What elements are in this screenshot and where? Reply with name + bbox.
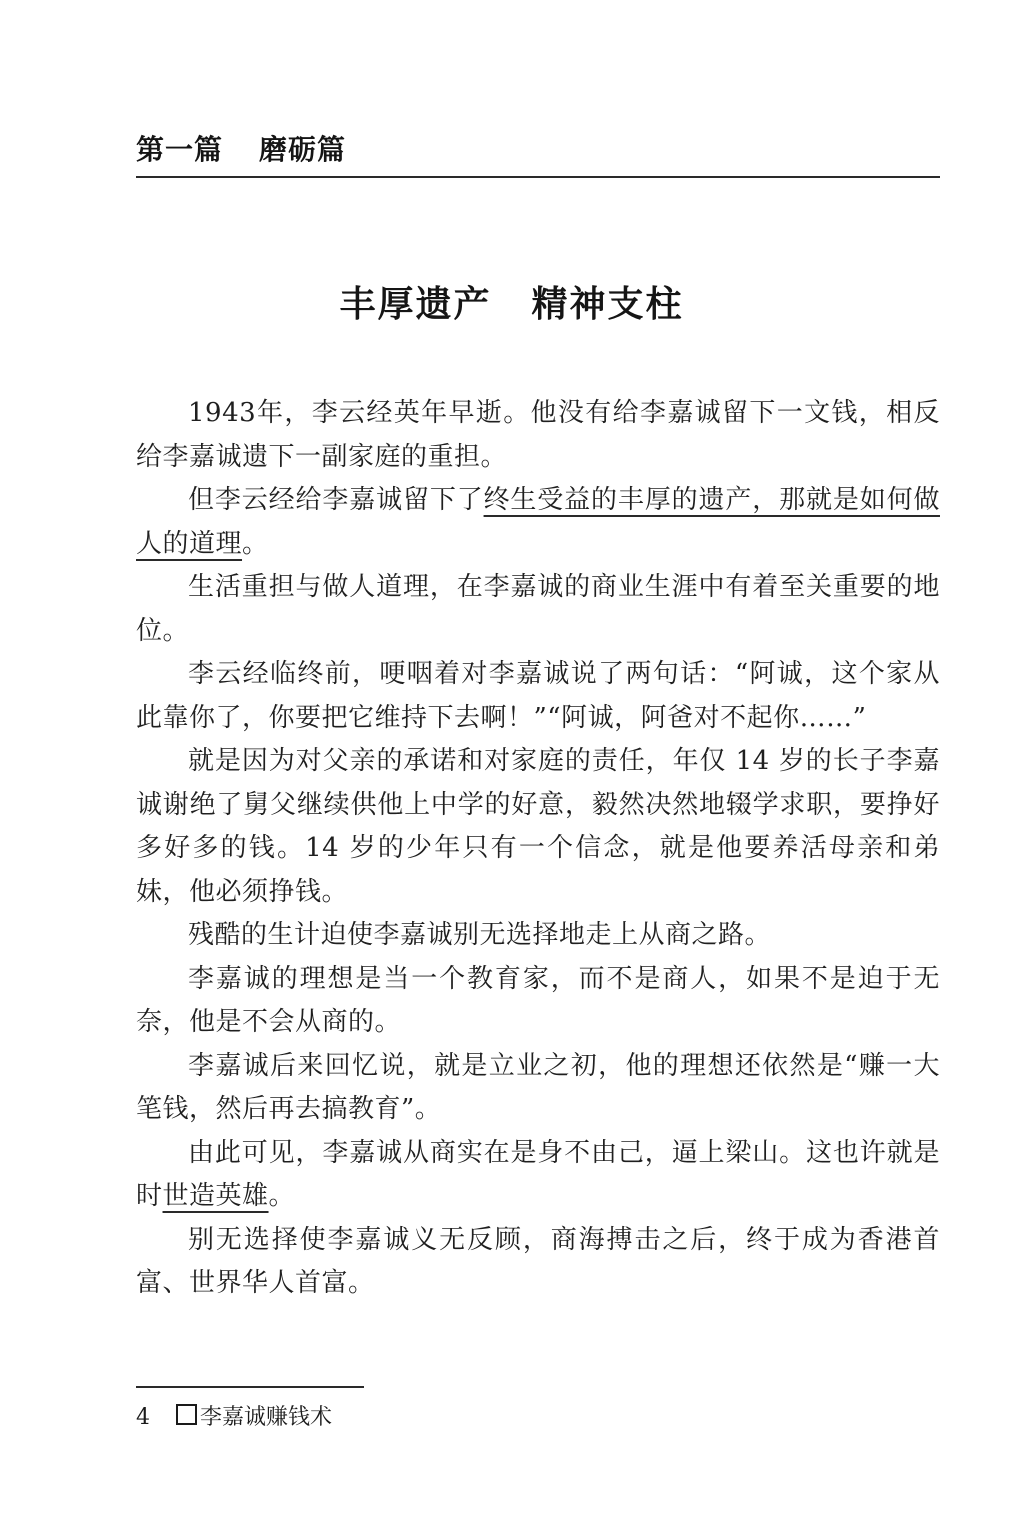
section-label: 磨砺篇 [259,133,347,166]
paragraph-10: 别无选择使李嘉诚义无反顾，商海搏击之后，终于成为香港首富、世界华人首富。 [136,1224,940,1298]
paragraph-5: 就是因为对父亲的承诺和对家庭的责任，年仅 14 岁的长子李嘉诚谢绝了舅父继续供他上中学的好意，毅然决然地辍学求职，要挣好多好多的钱。14 岁的少年只有一个信念，就是他要养活母亲和弟妹，他必须挣钱。 [136,746,940,907]
paragraph-9 [136,1132,940,1219]
paragraph-8: 李嘉诚后来回忆说，就是立业之初，他的理想还依然是“赚一大笔钱，然后再去搞教育”。 [136,1050,940,1124]
paragraph-1: 1943年，李云经英年早逝。他没有给李嘉诚留下一文钱，相反给李嘉诚遗下一副家庭的重担。 [136,398,940,472]
paragraph-7: 李嘉诚的理想是当一个教育家，而不是商人，如果不是迫于无奈，他是不会从商的。 [136,963,940,1037]
footer-rule [136,1386,364,1388]
chapter-title [0,276,1023,327]
paragraph-2-start: 但李云经给李嘉诚留下了 [188,485,484,515]
handwritten-underline-2: 世造英雄 [162,1181,269,1211]
part-label: 第一篇 [136,133,224,166]
paragraph-6: 残酷的生计迫使李嘉诚别无选择地走上从商之路。 [188,920,772,950]
page-number: 4 [136,1405,150,1430]
header-rule [136,176,940,178]
chapter-title-left: 丰厚遗产 [339,284,492,325]
body-text [136,392,940,1306]
paragraph-2 [136,479,940,566]
paragraph-3: 生活重担与做人道理，在李嘉诚的商业生涯中有着至关重要的地位。 [136,572,940,646]
square-box-icon [176,1404,197,1425]
paragraph-4: 李云经临终前，哽咽着对李嘉诚说了两句话：“阿诚，这个家从此靠你了，你要把它维持下去啊！”“阿诚，阿爸对不起你……” [136,659,940,733]
handwritten-underline: 终生受益的丰厚的遗产，那就是如何做人的道理 [136,485,940,559]
book-title: 李嘉诚赚钱术 [200,1405,333,1430]
paragraph-2-end: 。 [242,528,269,559]
page-footer [136,1400,332,1431]
running-head [136,128,346,168]
paragraph-9-start: 由此可见，李嘉诚从商实在是身不由己，逼上梁山。这也许就是时 [136,1137,940,1211]
paragraph-9-end: 。 [268,1181,296,1211]
chapter-title-right: 精神支柱 [531,284,684,325]
